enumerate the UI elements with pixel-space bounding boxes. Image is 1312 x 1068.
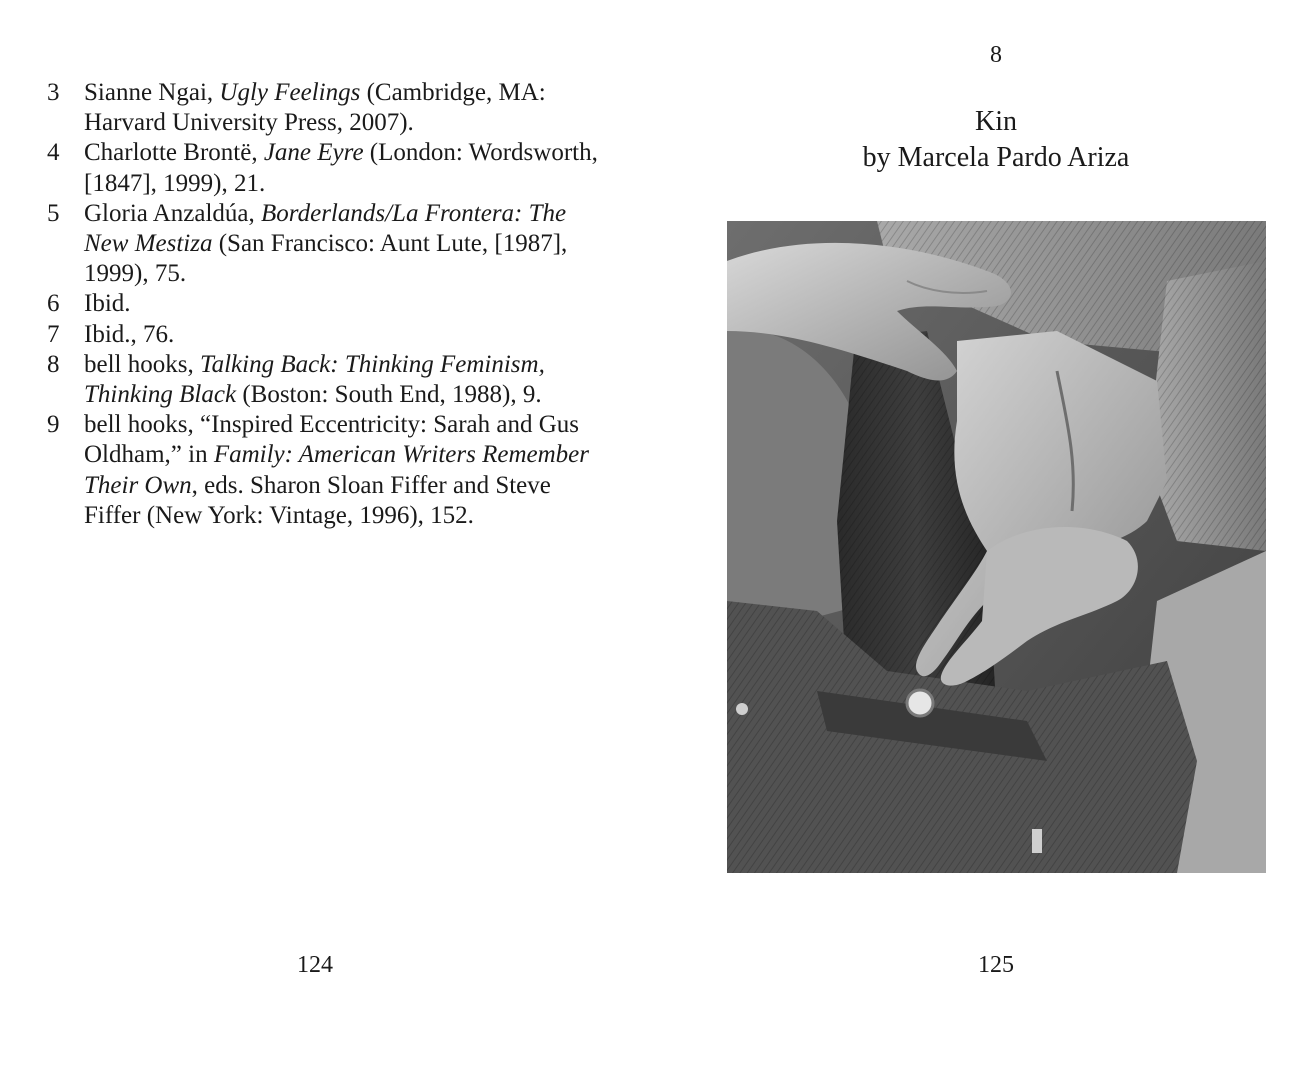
endnote-item: [45, 289, 605, 319]
endnote-text: [84, 410, 605, 531]
endnote-text: [84, 78, 605, 138]
chapter-number: 8: [990, 42, 1002, 68]
endnote-text-segment: (London: Wordsworth, [1847], 1999), 21.: [84, 139, 598, 197]
endnote-text-segment: (San Francisco: Aunt Lute, [1987], 1999), 75.: [84, 230, 568, 288]
endnote-text-segment: , eds. Sharon Sloan Fiffer and Steve Fiffer (New York: Vintage, 1996), 152.: [84, 471, 551, 529]
endnote-item: [45, 199, 605, 290]
endnote-title-italic: Ugly Feelings: [219, 79, 361, 106]
endnote-number: 9: [47, 411, 60, 439]
endnote-item: [45, 350, 605, 410]
endnote-title-italic: Family: American Writers Remember Their Own: [84, 441, 589, 499]
endnote-text-segment: bell hooks,: [84, 350, 200, 378]
endnote-text-segment: Ibid.: [84, 290, 131, 318]
endnote-text-segment: Charlotte Brontë,: [84, 139, 264, 167]
endnote-item: [45, 138, 605, 198]
page-number-right: 125: [978, 952, 1014, 978]
endnote-number: 6: [47, 290, 60, 318]
endnote-number: 4: [47, 139, 60, 167]
endnote-number: 8: [47, 350, 60, 378]
endnote-item: [45, 78, 605, 138]
endnote-text: [84, 350, 605, 410]
photo-zipper: [1032, 829, 1042, 853]
endnote-text-segment: bell hooks, “Inspired Eccentricity: Sarah and Gus Oldham,” in: [84, 411, 579, 469]
endnote-text: [84, 289, 605, 319]
endnote-text: [84, 199, 605, 290]
endnote-item: [45, 320, 605, 350]
endnote-title-italic: Talking Back: Thinking Feminism, Thinking Black: [84, 350, 545, 409]
chapter-photograph: [727, 221, 1266, 873]
chapter-title: Kin: [975, 106, 1017, 137]
endnote-text-segment: (Boston: South End, 1988), 9.: [236, 381, 542, 409]
endnote-text-segment: Gloria Anzaldúa,: [84, 199, 262, 227]
chapter-byline: by Marcela Pardo Ariza: [862, 142, 1130, 173]
endnote-title-italic: Borderlands/La Frontera: The New Mestiza: [84, 199, 567, 258]
endnote-title-italic: Jane Eyre: [263, 139, 364, 167]
endnote-number: 7: [47, 320, 60, 348]
endnote-number: 5: [47, 199, 60, 227]
endnote-text-segment: (Cambridge, MA: Harvard University Press, 2007).: [84, 79, 546, 137]
photo-jeans-button: [907, 690, 933, 716]
endnote-number: 3: [47, 79, 60, 106]
endnotes-list: [45, 78, 605, 531]
endnote-text: [84, 320, 605, 350]
endnote-text-segment: Ibid., 76.: [84, 320, 175, 348]
endnote-text: [84, 138, 605, 198]
page-number-left: 124: [297, 952, 333, 978]
right-page: [656, 0, 1312, 1068]
endnote-text-segment: Sianne Ngai,: [84, 79, 220, 106]
endnote-item: [45, 410, 605, 531]
